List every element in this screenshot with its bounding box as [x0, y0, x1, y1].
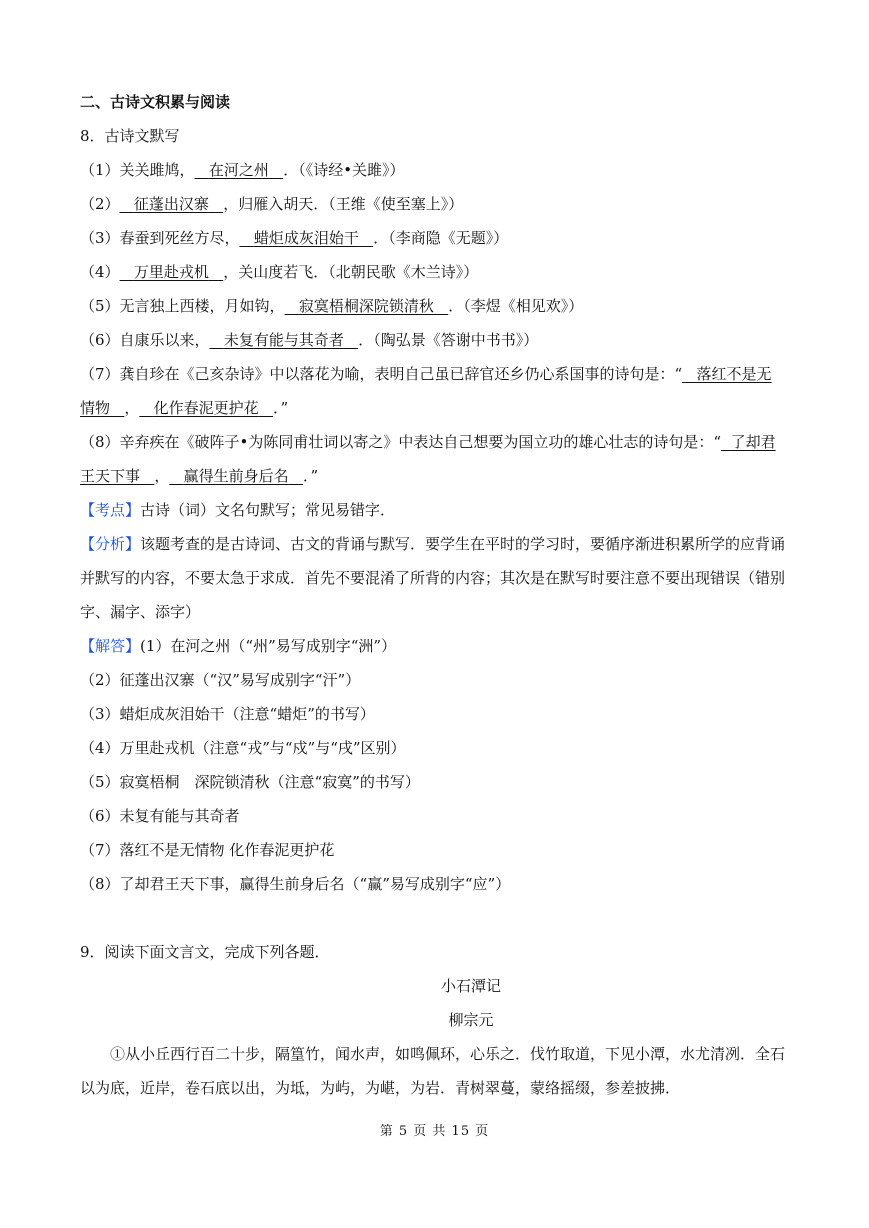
item-suffix: ，关山度若飞．（北朝民歌《木兰诗》） [223, 263, 479, 281]
answer-blank: 万里赴戎机 [133, 263, 209, 281]
item-prefix: （3）春蚕到死丝方尽， [80, 229, 240, 247]
q8-item-7-line-2: 情物 ， 化作春泥更护花 ．” [80, 399, 289, 417]
item-prefix: （5）无言独上西楼，月如钩， [80, 297, 285, 315]
item-suffix: ．” [302, 467, 319, 485]
question-9-title: 9．阅读下面文言文，完成下列各题． [80, 943, 330, 961]
q8-item-8-line-2: 王天下事 ， 赢得生前身后名 ．” [80, 467, 319, 485]
q8-item-8-line-1 [80, 425, 792, 459]
item-suffix: ．（陶弘景《答谢中书书》） [358, 331, 539, 349]
jieda-line-1: 【解答】(1）在河之州（“州”易写成别字“洲”） [80, 637, 397, 655]
item-prefix: （7）龚自珍在《己亥杂诗》中以落花为喻，表明自己虽已辞官还乡仍心系国事的诗句是：“ [80, 365, 683, 383]
q8-item-3 [80, 221, 792, 255]
kaodian-tag: 【考点】 [80, 501, 141, 519]
answer-blank: 寂寞梧桐深院锁清秋 [298, 297, 434, 315]
jieda-line-2: （2）征蓬出汉寨（“汉”易写成别字“汗”） [80, 671, 361, 689]
kaodian [80, 493, 792, 527]
essay-author: 柳宗元 [448, 1011, 494, 1029]
jieda-line-7: （7）落红不是无情物 化作春泥更护花 [80, 841, 335, 859]
answer-blank: 征蓬出汉寨 [133, 195, 209, 213]
jieda-line-5: （5）寂寞梧桐 深院锁清秋（注意“寂寞”的书写） [80, 773, 420, 791]
answer-blank: 情物 [80, 399, 111, 417]
q8-item-4 [80, 255, 792, 289]
answer-blank: 了却君 [730, 433, 776, 451]
q8-item-2 [80, 187, 792, 221]
fenxi [80, 527, 792, 629]
item-suffix: ．（李商隐《无题》） [373, 229, 509, 247]
fenxi-text: 该题考查的是古诗词、古文的背诵与默写．要学生在平时的学习时，要循序渐进积累所学的应背诵并默写的内容，不要太急于求成．首先不要混淆了所背的内容；其次是在默写时要注意不要出现错误（错别字、漏字、添字） [80, 535, 786, 621]
answer-blank: 赢得生前身后名 [183, 467, 289, 485]
essay-title: 小石潭记 [440, 977, 501, 995]
item-prefix: （2） [80, 195, 120, 213]
item-suffix: ．（李煜《相见欢》） [448, 297, 584, 315]
kaodian-text: 古诗（词）文名句默写；常见易错字． [140, 501, 396, 519]
document-page [80, 85, 792, 1105]
jieda-line-8: （8）了却君王天下事，赢得生前身后名（“赢”易写成别字“应”） [80, 875, 511, 893]
question-8-title: 8．古诗文默写 [80, 127, 180, 145]
item-suffix: ．” [272, 399, 289, 417]
item-prefix: （8）辛弃疾在《破阵子•为陈同甫壮词以寄之》中表达自己想要为国立功的雄心壮志的诗句是：“ [80, 433, 722, 451]
answer-blank: 蜡炬成灰泪始干 [253, 229, 359, 247]
item-prefix: （6）自康乐以来， [80, 331, 210, 349]
essay-paragraph-1: ①从小丘西行百二十步，隔篁竹，闻水声，如鸣佩环，心乐之．伐竹取道，下见小潭，水尤清冽．全石以为底，近岸，卷石底以出，为坻，为屿，为嵁，为岩．青树翠蔓，蒙络摇缀，参差披拂． [80, 1045, 786, 1097]
jieda-line-6: （6）未复有能与其奇者 [80, 807, 240, 825]
jieda-line-4: （4）万里赴戎机（注意“戎”与“戍”与“戌”区别） [80, 739, 406, 757]
item-prefix: （1）关关雎鸠， [80, 161, 195, 179]
q8-item-6 [80, 323, 792, 357]
section-title: 二、古诗文积累与阅读 [80, 93, 231, 111]
fenxi-tag: 【分析】 [80, 535, 141, 553]
answer-blank: 未复有能与其奇者 [223, 331, 344, 349]
answer-blank: 在河之州 [208, 161, 269, 179]
answer-blank: 落红不是无 [696, 365, 772, 383]
item-suffix: ，归雁入胡天．（王维《使至塞上》） [223, 195, 464, 213]
item-prefix: （4） [80, 263, 120, 281]
jieda-tag: 【解答】 [80, 637, 141, 655]
q8-item-5 [80, 289, 792, 323]
answer-blank: 化作春泥更护花 [153, 399, 259, 417]
q8-item-1 [80, 153, 792, 187]
q8-item-7-line-1 [80, 357, 792, 391]
jieda-line-3: （3）蜡炬成灰泪始干（注意“蜡炬”的书写） [80, 705, 375, 723]
item-suffix: ．（《诗经•关雎》） [283, 161, 405, 179]
page-footer: 第 5 页 共 15 页 [379, 1124, 490, 1139]
answer-blank: 王天下事 [80, 467, 141, 485]
